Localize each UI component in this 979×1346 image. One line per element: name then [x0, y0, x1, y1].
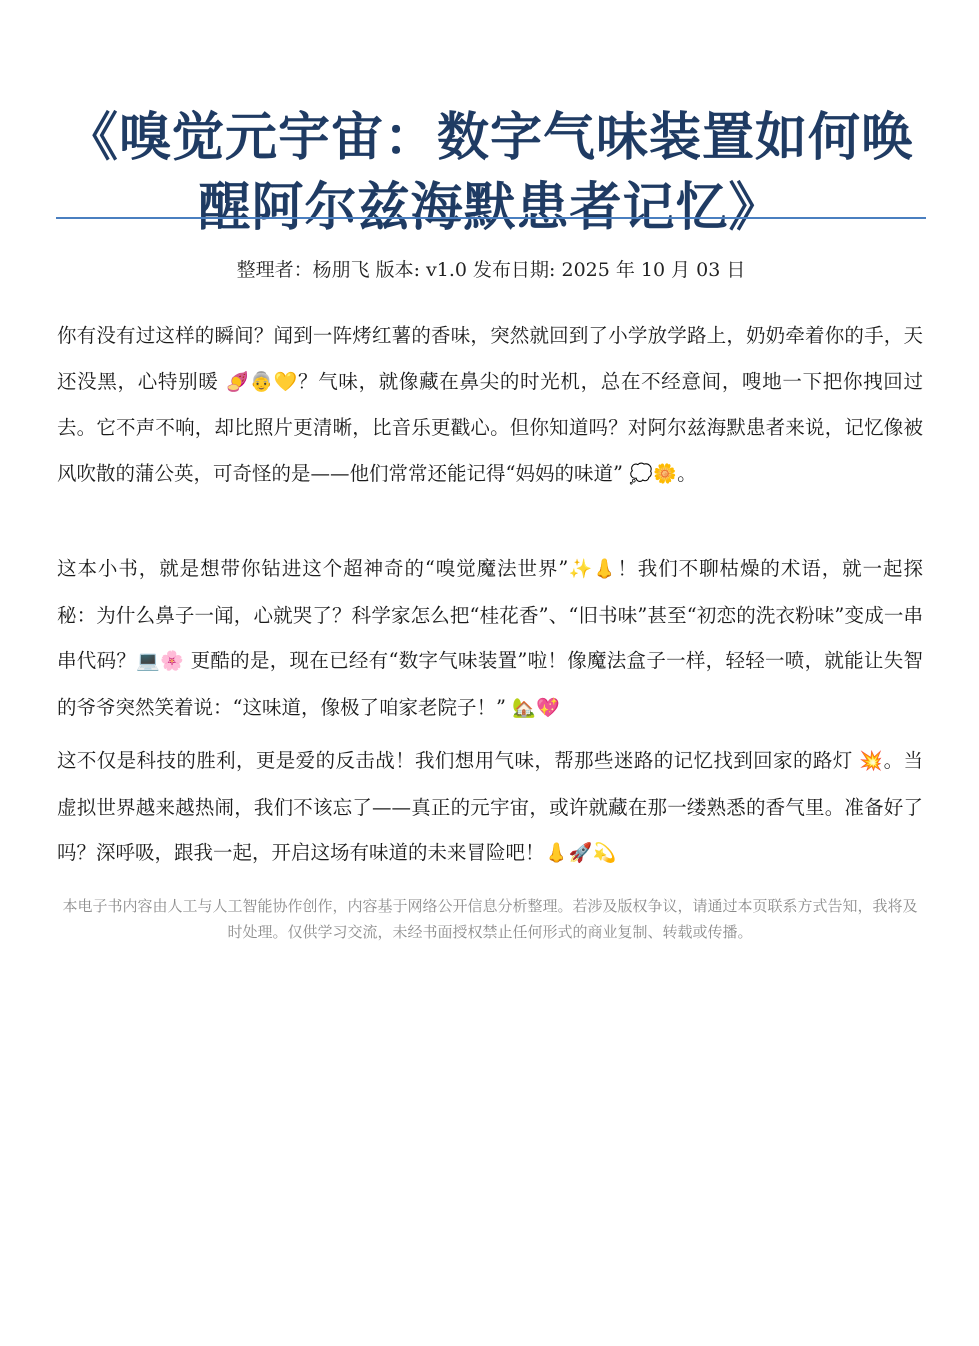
paragraph-text: 。当虚拟世界越来越热闹，我们不该忘了——真正的元宇宙，或许就藏在那一缕熟悉的香气里。准备好了吗？深呼吸，跟我一起，开启这场有味道的未来冒险吧！ — [57, 749, 923, 864]
paragraph-text: ？气味，就像藏在鼻尖的时光机，总在不经意间，嗖地一下把你拽回过去。它不声不响，却比照片更清晰，比音乐更戳心。但你知道吗？对阿尔兹海默患者来说，记忆像被风吹散的蒲公英，可奇怪的是——他们常常还能记得“妈妈的味道” — [57, 369, 923, 485]
sweet-potato-icon: 🍠 — [225, 370, 250, 393]
thought-bubble-icon: 💭 — [629, 462, 653, 485]
dizzy-star-icon: 💫 — [592, 842, 617, 864]
paragraph-1 — [57, 313, 923, 497]
page-title: 《嗅觉元宇宙：数字气味装置如何唤醒阿尔兹海默患者记忆》 — [65, 107, 914, 238]
paragraph-text: 这不仅是科技的胜利，更是爱的反击战！我们想用气味，帮那些迷路的记忆找到回家的路灯 — [57, 749, 860, 772]
nose-icon: 👃 — [592, 558, 617, 580]
paragraph-text: ！我们不聊枯燥的术语，就一起探秘：为什么鼻子一闻，心就哭了？科学家怎么把“桂花香”、“旧书味”甚至“初恋的洗衣粉味”变成一串串代码？ — [57, 557, 923, 672]
yellow-heart-icon: 💛 — [273, 370, 298, 393]
cherry-blossom-icon: 🌸 — [160, 650, 184, 672]
copyright-notice: 本电子书内容由人工与人工智能协作创作，内容基于网络公开信息分析整理。若涉及版权争议，请通过本页联系方式告知，我将及时处理。仅供学习交流，未经书面授权禁止任何形式的商业复制、转载或传播。 — [62, 897, 918, 941]
paragraph-text: 。 — [677, 461, 697, 485]
nose-icon: 👃 — [544, 842, 569, 864]
grandma-icon: 👵 — [249, 370, 274, 393]
document-meta: 整理者：杨朋飞 版本: v1.0 发布日期: 2025 年 10 月 03 日 — [236, 259, 746, 281]
sparkles-icon: ✨ — [568, 558, 593, 580]
laptop-icon: 💻 — [136, 650, 160, 672]
paragraph-3 — [57, 738, 923, 877]
sparkling-heart-icon: 💖 — [536, 696, 560, 719]
title-divider — [56, 217, 926, 219]
paragraph-2 — [57, 546, 923, 731]
burst-icon: 💥 — [859, 750, 884, 772]
blossom-icon: 🌼 — [653, 462, 677, 485]
paragraph-text: 更酷的是，现在已经有“数字气味装置”啦！像魔法盒子一样，轻轻一喷，就能让失智的爷爷突然笑着说：“这味道，像极了咱家老院子！” — [57, 649, 923, 719]
paragraph-text: 这本小书，就是想带你钻进这个超神奇的“嗅觉魔法世界” — [57, 557, 569, 580]
rocket-icon: 🚀 — [568, 842, 593, 864]
paragraph-text: 你有没有过这样的瞬间？闻到一阵烤红薯的香味，突然就回到了小学放学路上，奶奶牵着你的手，天还没黑，心特别暖 — [57, 324, 923, 393]
house-icon: 🏡 — [512, 696, 536, 719]
